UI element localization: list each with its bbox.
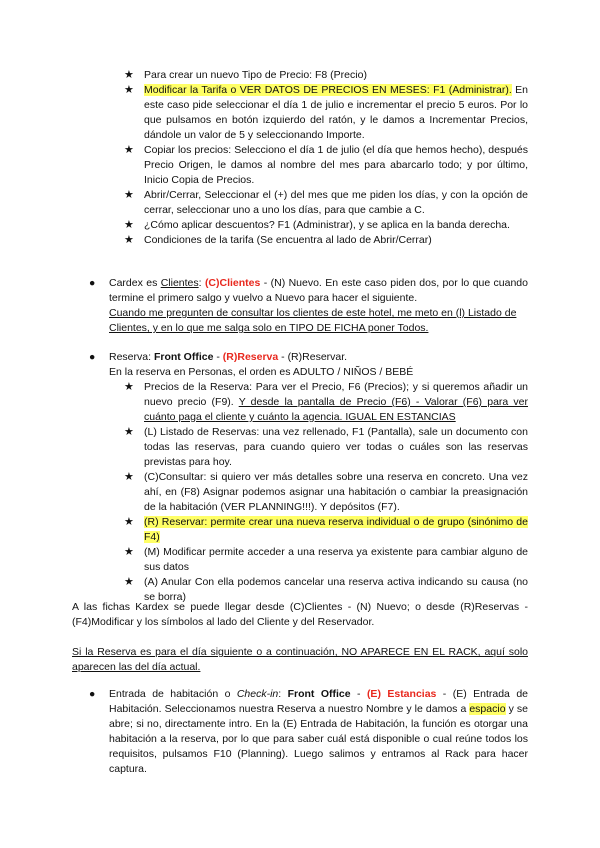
star-bullet-icon: ★ [124,219,134,231]
star-list-item [124,143,528,188]
entrada-text [109,687,528,777]
reserva-sub: En la reserva en Personas, el orden es ADULTO / NIÑOS / BEBÉ [109,366,414,378]
star-item-text [144,233,528,248]
reserva-text [109,350,528,365]
reserva-bullet [85,350,528,380]
star-item-text [144,545,528,575]
star-bullet-icon: ★ [124,516,134,528]
star-item-text [144,515,528,545]
star-bullet-icon: ★ [124,189,134,201]
text-run: (E) Estancias [366,688,437,700]
star-list-item [124,470,528,515]
entrada-bullet [85,687,528,777]
text-run: (M) Modificar permite acceder a una reserva ya existente para cambiar alguno de sus datos [144,546,528,573]
cardex-text [109,276,528,306]
text-run: (L) Listado de Reservas: una vez rellenado, F1 (Pantalla), sale un documento con todas las reservas, para cuando quiero ver todas o cuáles son las reservas previstas para hoy. [144,426,528,468]
text-run: - (E) Entrada de Habitación. Seleccionamos nuestra Reserva a nuestro Nombre y le damos a [109,688,528,715]
star-bullet-icon: ★ [124,381,134,393]
star-bullet-icon: ★ [124,234,134,246]
text-run: - (R)Reservar. [278,351,348,363]
text-run: Check-in [236,688,279,700]
text-run: : [278,688,288,700]
bullet-dot: ● [89,277,96,289]
text-run: En este caso pide seleccionar el día 1 de julio e incrementar el precio 5 euros. Por lo que pulsamos en botón izquierdo del ratón, y le damos a Incrementar Precios, dándole un valor de 5 y seleccionando Importe. [144,84,529,141]
text-run: Precios de la Reserva: Para ver el Precio, F6 (Precios); y si queremos añadir un nuevo precio (F9). [144,381,528,408]
star-list-item [124,380,528,425]
text-run: espacio [469,703,506,715]
star-bullet-icon: ★ [124,426,134,438]
text-run: Front Office [287,688,351,700]
star-item-text [144,83,528,143]
star-bullet-icon: ★ [124,144,134,156]
text-run: y se abre; si no, directamente intro. En la (E) Entrada de Habitación, la función es otorgar una habitación a la reserva, por lo que para saber cuál está disponible o cual reúne todos los requisitos, pulsamos F10 (Planning). Luego salimos y entramos al Rack para hacer captura. [109,703,528,775]
bullet-dot: ● [89,351,96,363]
text-run: Abrir/Cerrar, Seleccionar el (+) del mes que me piden los días, y con la opción de cerrar, seleccionar uno a uno los días, para que cambie a C. [144,189,528,216]
star-list-item [124,188,528,218]
text-run: (R) Reservar: permite crear una nueva reserva individual o de grupo (sinónimo de F4) [144,516,528,543]
star-bullet-icon: ★ [124,471,134,483]
star-list-item [124,218,528,233]
text-run: Clientes [160,277,199,289]
text-run: Modificar la Tarifa o VER DATOS DE PRECIOS EN MESES: F1 (Administrar). [144,84,512,96]
fichas-paragraph: A las fichas Kardex se puede llegar desde (C)Clientes - (N) Nuevo; o desde (R)Reservas - (F4)Modificar y los símbolos al lado del Cliente y del Reservador. [72,601,528,628]
reserva-star-list [124,380,528,605]
text-run: Entrada de habitación o [109,688,237,700]
star-bullet-icon: ★ [124,576,134,588]
star-item-text [144,143,528,188]
cardex-note: Cuando me pregunten de consultar los clientes de este hotel, me meto en (l) Listado de Clientes, y en lo que me salga solo en TIPO DE FICHA poner Todos. [109,307,517,334]
star-list-item [124,425,528,470]
text-run: Para crear un nuevo Tipo de Precio: F8 (Precio) [144,69,367,81]
star-item-text [144,470,528,515]
bullet-dot: ● [89,688,96,700]
text-run: (C)Clientes [204,277,261,289]
text-run: Y desde la pantalla de Precio (F6) - Valorar (F6) para ver cuánto paga el cliente y cuánto la agencia. IGUAL EN ESTANCIAS [144,396,528,423]
text-run: Front Office [153,351,214,363]
text-run: ¿Cómo aplicar descuentos? F1 (Administrar), y se aplica en la banda derecha. [144,219,510,231]
text-run: - [350,688,367,700]
star-bullet-icon: ★ [124,69,134,81]
star-bullet-icon: ★ [124,84,134,96]
star-list-item [124,83,528,143]
text-run: - (N) Nuevo. En este caso piden dos, por lo que cuando termine el primero salgo y vuelvo a Nuevo para hacer el siguiente. [109,277,528,304]
text-run: (R)Reserva [222,351,279,363]
text-run: Condiciones de la tarifa (Se encuentra al lado de Abrir/Cerrar) [144,234,432,246]
cardex-bullet [85,276,528,336]
text-run: Reserva: [109,351,154,363]
star-list-item [124,515,528,545]
star-item-text [144,188,528,218]
star-list-item [124,68,528,83]
text-run: Copiar los precios: Selecciono el día 1 de julio (el día que hemos hecho), después Precio Origen, le damos al nombre del mes para abarcarlo todo; y por último, Inicio Copia de Precios. [144,144,528,186]
star-list-item [124,233,528,248]
tarifa-star-list [124,68,528,248]
star-item-text [144,425,528,470]
text-run: Cardex es [109,277,161,289]
text-run: (C)Consultar: si quiero ver más detalles sobre una reserva en concreto. Una vez ahí, en (F8) Asignar podemos asignar una habitación o cambiar la preasignación de la habitación (VER PLANNING!!!). Y depósitos (F7). [144,471,528,513]
text-run: : [198,277,205,289]
rack-note: Si la Reserva es para el día siguiente o a continuación, NO APARECE EN EL RACK, aquí solo aparecen las del día actual. [72,646,528,673]
star-bullet-icon: ★ [124,546,134,558]
star-list-item [124,545,528,575]
star-item-text [144,380,528,425]
text-run: - [213,351,223,363]
star-item-text [144,218,528,233]
star-item-text [144,68,528,83]
text-run: (A) Anular Con ella podemos cancelar una reserva activa indicando su causa (no se borra) [144,576,528,603]
